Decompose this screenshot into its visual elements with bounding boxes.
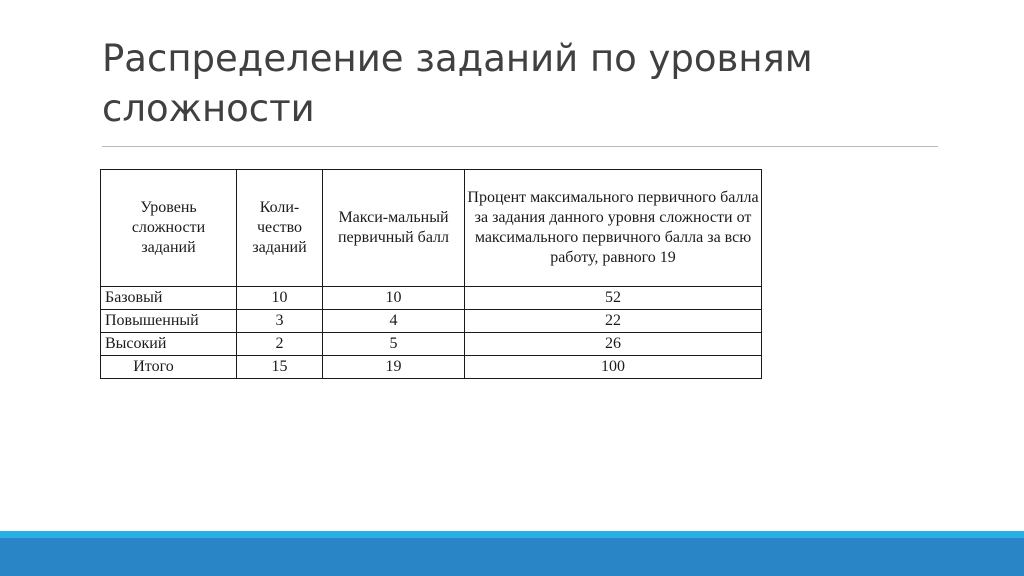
table-total-row	[101, 356, 762, 379]
header-max-score: Макси-мальный первичный балл	[323, 170, 465, 287]
cell-level: Высокий	[101, 333, 237, 356]
cell-count: 3	[237, 310, 323, 333]
footer-bar	[0, 538, 1024, 576]
cell-total-label: Итого	[101, 356, 237, 379]
cell-percent: 52	[465, 287, 762, 310]
cell-count: 10	[237, 287, 323, 310]
title-divider	[102, 146, 938, 147]
cell-total-percent: 100	[465, 356, 762, 379]
cell-percent: 22	[465, 310, 762, 333]
cropped-table-caption	[268, 150, 768, 166]
cell-level: Повышенный	[101, 310, 237, 333]
header-count: Коли-чество заданий	[237, 170, 323, 287]
cell-level: Базовый	[101, 287, 237, 310]
cell-max-score: 4	[323, 310, 465, 333]
cell-total-max-score: 19	[323, 356, 465, 379]
header-percent: Процент максимального первичного балла за задания данного уровня сложности от максимального первичного балла за всю работу, равного 19	[465, 170, 762, 287]
cell-max-score: 5	[323, 333, 465, 356]
footer-accent-stripe	[0, 531, 1024, 538]
slide-title: Распределение заданий по уровням сложности	[102, 37, 813, 130]
cell-total-count: 15	[237, 356, 323, 379]
difficulty-distribution-table	[100, 169, 762, 379]
table-header-row	[101, 170, 762, 287]
header-level: Уровень сложности заданий	[101, 170, 237, 287]
table-row	[101, 310, 762, 333]
cell-max-score: 10	[323, 287, 465, 310]
table-row	[101, 287, 762, 310]
table-row	[101, 333, 762, 356]
cell-count: 2	[237, 333, 323, 356]
cell-percent: 26	[465, 333, 762, 356]
